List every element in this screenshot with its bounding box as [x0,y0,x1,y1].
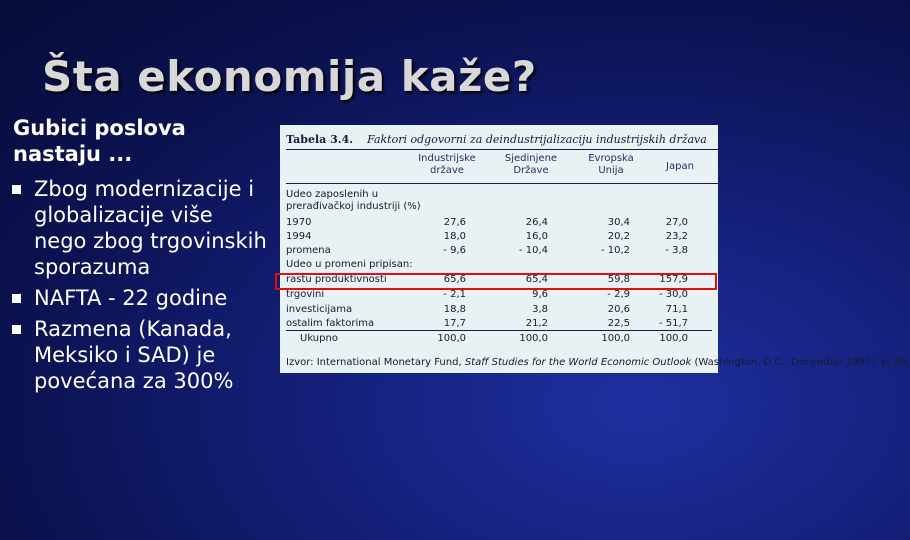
table-row: 1994 18,0 16,0 20,2 23,2 [286,231,688,242]
bullet-list [8,176,270,399]
header-rule [286,149,718,150]
highlight-box [275,273,717,290]
section-label: Udeo zaposlenih u prerađivačkoj industriji (%) [286,189,421,212]
column-header: Japan [666,161,694,172]
table-source: Izvor: International Monetary Fund, Staff Studies for the World Economic Outlook (Washington, D.C., Decembar 1997), p. 68. [286,357,910,368]
table-row: 1970 27,6 26,4 30,4 27,0 [286,217,688,228]
slide-title: Šta ekonomija kaže? [42,52,537,101]
header-rule [286,183,718,184]
subheading: Gubici poslova nastaju ... [13,116,186,166]
square-bullet-icon [12,185,21,194]
column-header: Sjedinjene Države [504,153,558,176]
column-header: Industrijske države [418,153,476,176]
data-table-image [280,125,910,373]
square-bullet-icon [12,294,21,303]
table-row: investicijama 18,8 3,8 20,6 71,1 [286,304,688,315]
table-row-total: Ukupno 100,0 100,0 100,0 100,0 [300,333,688,344]
table-row: trgovini - 2,1 9,6 - 2,9 - 30,0 [286,289,688,300]
square-bullet-icon [12,325,21,334]
bullet-item: NAFTA - 22 godine [8,285,270,311]
bullet-item: Razmena (Kanada, Meksiko i SAD) je povećana za 300% [8,316,270,394]
table-row: ostalim faktorima 17,7 21,2 22,5 - 51,7 [286,318,712,331]
column-header: Evropska Unija [588,153,634,176]
table-row: rastu produktivnosti 65,6 65,4 59,8 157,9 [286,274,688,285]
table-caption: Tabela 3.4. Faktori odgovorni za deindustrijalizaciju industrijskih država [286,133,707,146]
bullet-item: Zbog modernizacije i globalizacije više nego zbog trgovinskih sporazuma [8,176,270,280]
section-label: Udeo u promeni pripisan: [286,259,413,270]
table-row: promena - 9,6 - 10,4 - 10,2 - 3,8 [286,245,688,256]
